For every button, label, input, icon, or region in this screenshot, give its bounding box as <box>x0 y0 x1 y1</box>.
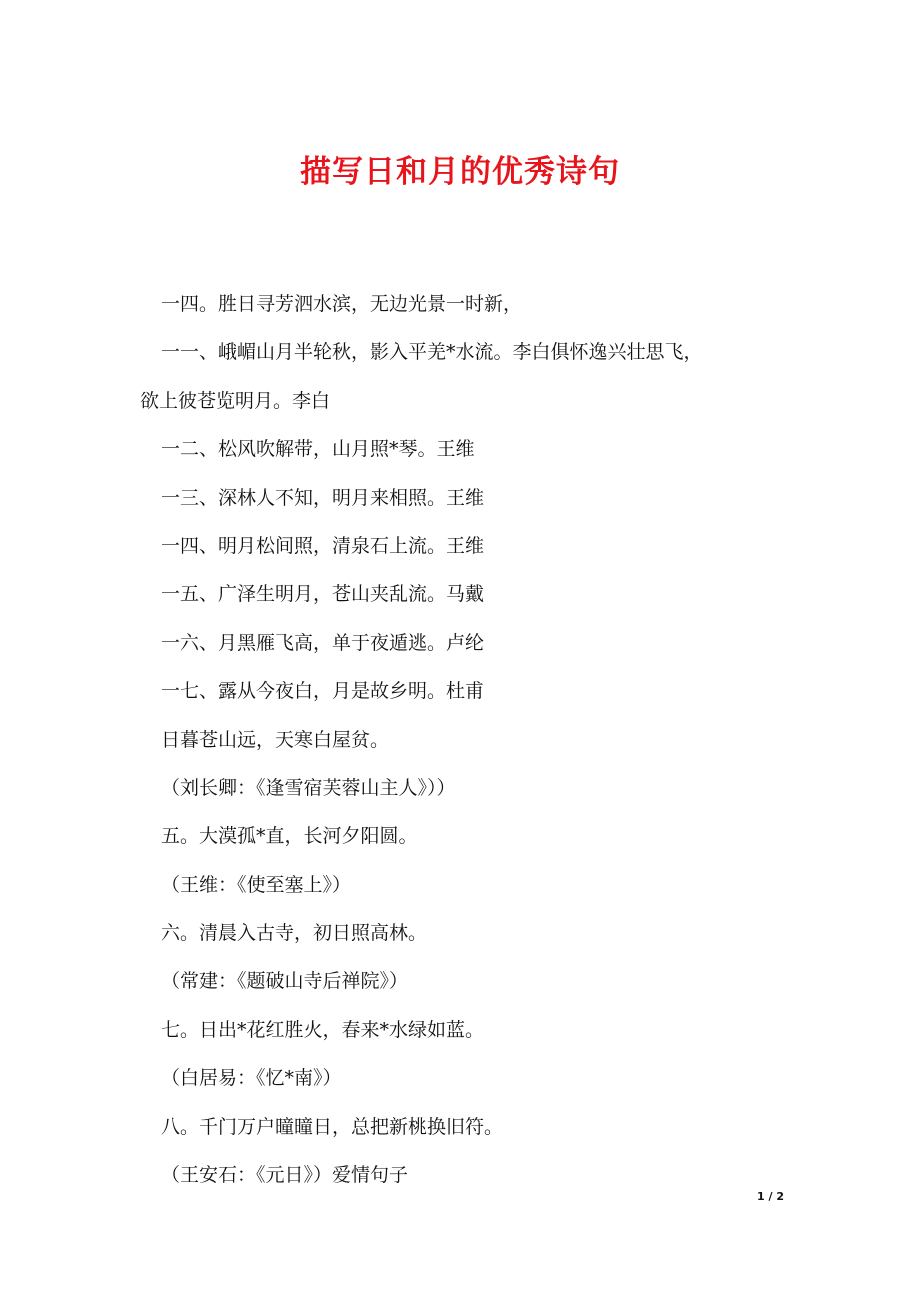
text-line: （王维：《使至塞上》） <box>161 873 352 896</box>
text-line: 六。清晨入古寺，初日照高林。 <box>161 922 428 945</box>
text-line: 一五、广泽生明月，苍山夹乱流。马戴 <box>161 583 485 606</box>
text-line: 一一、峨嵋山月半轮秋，影入平羌*水流。李白俱怀逸兴壮思飞， <box>161 341 703 364</box>
text-line: （白居易：《忆*南》） <box>161 1067 342 1090</box>
text-line: 一四。胜日寻芳泗水滨，无边光景一时新， <box>161 293 523 315</box>
text-line: （常建：《题破山寺后禅院》） <box>161 970 409 993</box>
text-line: 一四、明月松间照，清泉石上流。王维 <box>161 534 485 557</box>
text-line: （王安石：《元日》）爱情句子 <box>161 1164 409 1187</box>
text-line: （刘长卿：《逢雪宿芙蓉山主人》）） <box>161 776 456 799</box>
text-line: 一三、深林人不知，明月来相照。王维 <box>161 486 485 509</box>
text-line: 一二、松风吹解带，山月照*琴。王维 <box>161 438 475 461</box>
text-line: 一六、月黑雁飞高，单于夜遁逃。卢纶 <box>161 631 485 654</box>
page-number: 1 / 2 <box>757 1190 784 1203</box>
text-line: 七。日出*花红胜火，春来*水绿如蓝。 <box>161 1018 485 1041</box>
text-line: 一七、露从今夜白，月是故乡明。杜甫 <box>161 680 485 703</box>
text-line: 八。千门万户曈曈日，总把新桃换旧符。 <box>161 1115 504 1138</box>
page-title: 描写日和月的优秀诗句 <box>300 154 620 190</box>
text-line: 五。大漠孤*直，长河夕阳圆。 <box>161 825 418 848</box>
text-line: 日暮苍山远，天寒白屋贫。 <box>161 728 390 751</box>
text-line: 欲上彼苍览明月。李白 <box>140 389 331 412</box>
poem-list <box>140 280 790 1199</box>
